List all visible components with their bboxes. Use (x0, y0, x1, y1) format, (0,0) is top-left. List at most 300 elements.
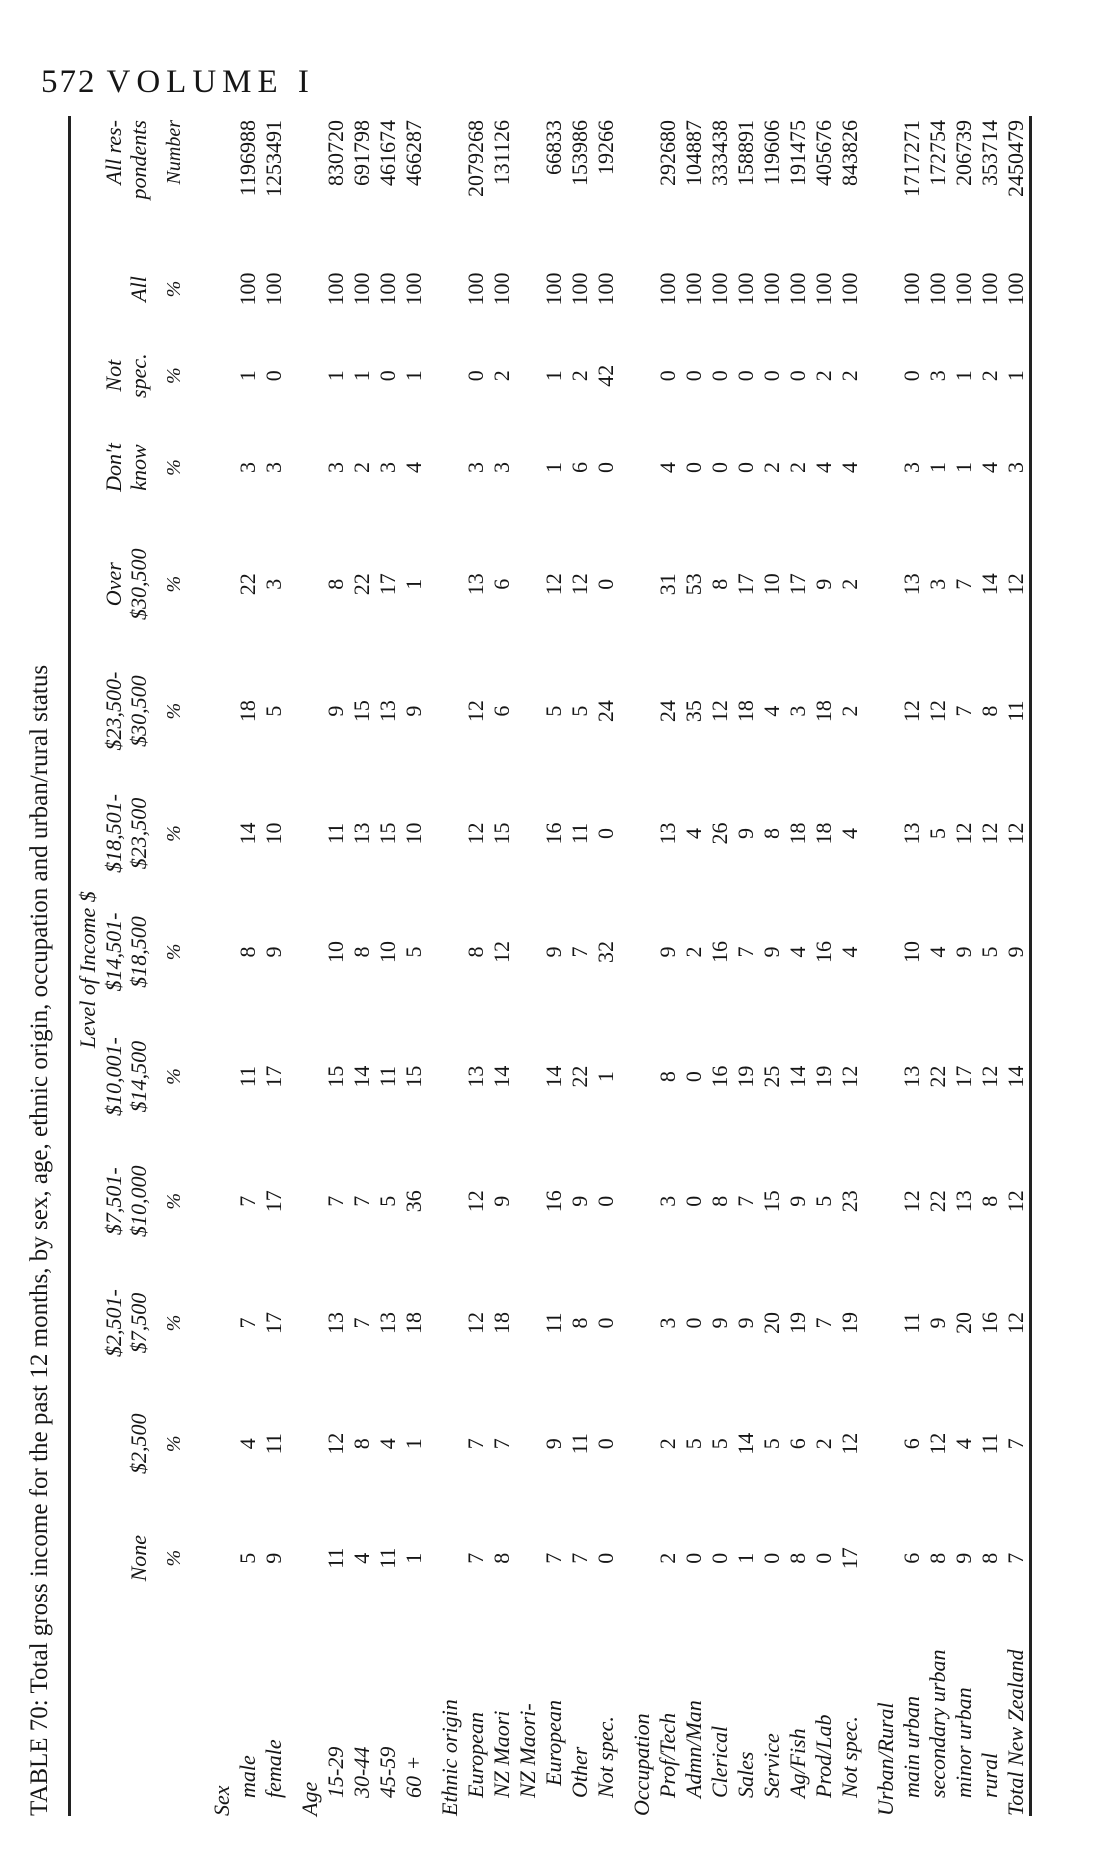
table-cell: 7 (733, 946, 758, 958)
table-cell: 22 (567, 1065, 592, 1088)
table-cell: 9 (785, 1195, 810, 1207)
table-cell: 10 (261, 822, 286, 845)
table-cell: 0 (463, 370, 488, 382)
table-cell: 13 (323, 1312, 348, 1335)
table-cell: 15 (375, 822, 400, 845)
table-cell: 66833 (541, 120, 566, 175)
table-cell: 11 (375, 1547, 400, 1569)
table-row (463, 116, 489, 1816)
table-cell: 2 (785, 461, 810, 473)
column-header-unit-10: % (163, 367, 185, 385)
table-cell: 11 (899, 1312, 924, 1334)
table-cell: 10 (899, 940, 924, 963)
table-cell: 3 (375, 461, 400, 473)
table-cell: 7 (323, 1195, 348, 1207)
table-cell: 100 (811, 272, 836, 306)
table-cell: 1 (401, 370, 426, 382)
row-label: Total New Zealand (1003, 1649, 1028, 1816)
table-cell: 53 (681, 573, 706, 596)
table-cell: 3 (899, 461, 924, 473)
table-cell: 9 (261, 1552, 286, 1564)
table-cell: 11 (567, 1433, 592, 1455)
row-label: European (541, 1700, 566, 1786)
table-cell: 8 (349, 946, 374, 958)
column-header-line1-5: $14,501- (101, 912, 126, 992)
row-label: rural (977, 1752, 1002, 1798)
table-row (811, 116, 837, 1816)
table-cell: 13 (655, 822, 680, 845)
table-row (323, 116, 349, 1816)
column-header-unit-5: % (163, 943, 185, 961)
table-cell: 158891 (733, 120, 758, 186)
table-cell: 100 (235, 272, 260, 306)
table-cell: 5 (567, 705, 592, 717)
table-cell: 0 (655, 370, 680, 382)
header-row-1 (101, 116, 126, 1816)
table-cell: 11 (977, 1433, 1002, 1455)
table-cell: 5 (375, 1195, 400, 1207)
table-row (655, 116, 681, 1816)
page-number: 572 (41, 64, 97, 100)
table-cell: 22 (925, 1190, 950, 1213)
table-cell: 9 (707, 1317, 732, 1329)
table-cell: 2 (977, 370, 1002, 382)
row-label: main urban (899, 1695, 924, 1798)
column-header-line1-1 (101, 1385, 126, 1502)
table-cell: 7 (463, 1438, 488, 1450)
table-cell: 3 (655, 1195, 680, 1207)
column-header-line2-5: $18,500 (126, 916, 151, 988)
table-cell: 4 (375, 1438, 400, 1450)
table-cell: 36 (401, 1190, 426, 1213)
table-cell: 12 (463, 1190, 488, 1213)
income-table (68, 116, 1032, 1816)
table-cell: 14 (1003, 1065, 1028, 1088)
table-cell: 17 (261, 1065, 286, 1088)
table-cell: 2 (759, 461, 784, 473)
table-cell: 12 (323, 1432, 348, 1455)
table-cell: 3 (489, 461, 514, 473)
table-cell: 4 (681, 828, 706, 840)
table-cell: 0 (593, 1317, 618, 1329)
table-row (951, 116, 977, 1816)
table-cell: 0 (681, 1195, 706, 1207)
row-label: Prof/Tech (655, 1712, 680, 1798)
table-cell: 8 (759, 828, 784, 840)
table-row (593, 116, 619, 1816)
table-cell: 13 (349, 822, 374, 845)
table-row (349, 116, 375, 1816)
table-cell: 3 (655, 1317, 680, 1329)
column-header-unit-0: % (163, 1549, 185, 1567)
column-header-line1-12: All res- (101, 120, 126, 185)
table-cell: 18 (811, 822, 836, 845)
table-cell: 8 (235, 946, 260, 958)
table-cell: 12 (977, 1065, 1002, 1088)
column-header-line2-4: $14,500 (126, 1040, 151, 1113)
table-cell: 35 (681, 700, 706, 723)
table-cell: 0 (811, 1552, 836, 1564)
table-cell: 11 (375, 1065, 400, 1088)
row-label: minor urban (951, 1687, 976, 1798)
table-cell: 6 (899, 1552, 924, 1564)
column-header-line1-3: $7,501- (101, 1167, 126, 1236)
table-cell: 0 (593, 461, 618, 473)
table-cell: 2 (837, 578, 862, 590)
column-header-line2-2: $7,500 (126, 1292, 151, 1354)
table-cell: 19 (811, 1065, 836, 1088)
table-row (733, 116, 759, 1816)
table-cell: 11 (323, 1547, 348, 1569)
table-cell: 8 (567, 1317, 592, 1329)
table-cell: 100 (261, 272, 286, 306)
table-cell: 4 (977, 461, 1002, 473)
table-cell: 22 (925, 1065, 950, 1088)
row-label: NZ Maori (489, 1710, 514, 1798)
table-cell: 100 (837, 272, 862, 306)
table-cell: 6 (785, 1438, 810, 1450)
table-cell: 1717271 (899, 120, 924, 197)
table-cell: 9 (925, 1317, 950, 1329)
row-label: secondary urban (925, 1649, 950, 1798)
table-cell: 14 (349, 1065, 374, 1088)
table-cell: 16 (541, 822, 566, 845)
table-cell: 2 (837, 705, 862, 717)
table-cell: 1 (541, 461, 566, 473)
table-cell: 9 (541, 946, 566, 958)
table-cell: 10 (375, 940, 400, 963)
column-header-line2-8: $30,500 (126, 548, 151, 620)
table-cell: 3 (261, 578, 286, 590)
table-cell: 9 (951, 946, 976, 958)
table-cell: 5 (261, 705, 286, 717)
rotated-table-block (26, 111, 1086, 1816)
table-cell: 15 (401, 1065, 426, 1088)
table-cell: 6 (899, 1438, 924, 1450)
column-header-line2-3: $10,000 (126, 1165, 151, 1237)
column-header-line2-7: $30,500 (126, 675, 151, 747)
row-label: 15-29 (323, 1746, 348, 1798)
table-cell: 18 (235, 700, 260, 723)
table-cell: 100 (655, 272, 680, 306)
row-label: Ethnic origin (437, 1699, 462, 1816)
table-cell: 2 (837, 370, 862, 382)
table-cell: 1 (401, 1552, 426, 1564)
table-cell: 12 (707, 700, 732, 723)
table-cell: 1 (349, 370, 374, 382)
table-cell: 4 (837, 461, 862, 473)
table-cell: 8 (707, 1195, 732, 1207)
table-cell: 353714 (977, 120, 1002, 186)
table-cell: 9 (541, 1438, 566, 1450)
table-body (209, 116, 1031, 1816)
table-cell: 4 (401, 461, 426, 473)
table-cell: 2 (655, 1552, 680, 1564)
table-cell: 7 (811, 1317, 836, 1329)
row-label: female (261, 1739, 286, 1798)
table-cell: 100 (1003, 272, 1028, 306)
table-cell: 8 (349, 1438, 374, 1450)
table-cell: 461674 (375, 120, 400, 186)
table-cell: 11 (323, 822, 348, 845)
table-cell: 1 (951, 461, 976, 473)
column-header-line1-0 (101, 1502, 126, 1614)
row-label: Clerical (707, 1725, 732, 1798)
table-cell: 0 (759, 1552, 784, 1564)
table-cell: 23 (837, 1190, 862, 1213)
column-header-line1-10: Not (101, 359, 126, 392)
table-cell: 405676 (811, 120, 836, 186)
row-label: male (235, 1755, 260, 1798)
table-cell: 8 (925, 1552, 950, 1564)
table-cell: 5 (707, 1438, 732, 1450)
column-header-line2-6: $23,500 (126, 797, 151, 870)
table-cell: 11 (541, 1312, 566, 1334)
table-cell: 100 (759, 272, 784, 306)
table-cell: 13 (899, 573, 924, 596)
table-cell: 18 (733, 700, 758, 723)
row-label: Not spec. (593, 1716, 618, 1798)
table-cell: 18 (811, 700, 836, 723)
table-cell: 1 (401, 1438, 426, 1450)
table-cell: 100 (541, 272, 566, 306)
table-cell: 9 (401, 705, 426, 717)
table-cell: 17 (261, 1190, 286, 1213)
table-cell: 3 (1003, 461, 1028, 473)
table-cell: 18 (401, 1312, 426, 1335)
table-cell: 100 (707, 272, 732, 306)
table-cell: 13 (899, 822, 924, 845)
row-label: Other (567, 1746, 592, 1798)
table-cell: 9 (733, 1317, 758, 1329)
table-cell: 0 (593, 828, 618, 840)
table-cell: 0 (593, 578, 618, 590)
table-cell: 7 (235, 1195, 260, 1207)
table-cell: 4 (759, 705, 784, 717)
table-cell: 9 (323, 705, 348, 717)
column-header-line2-0: None (126, 1534, 151, 1582)
column-header-line2-1: $2,500 (126, 1413, 151, 1474)
table-cell: 1 (1003, 370, 1028, 382)
table-cell: 0 (899, 370, 924, 382)
table-cell: 4 (235, 1438, 260, 1450)
table-cell: 8 (977, 705, 1002, 717)
table-cell: 12 (567, 573, 592, 596)
table-cell: 4 (785, 946, 810, 958)
group-header-row (427, 116, 463, 1816)
table-cell: 100 (977, 272, 1002, 306)
table-row (489, 116, 515, 1816)
table-cell: 20 (759, 1312, 784, 1335)
column-header-line2-12: pondents (126, 120, 151, 200)
table-cell: 1253491 (261, 120, 286, 197)
total-row (1003, 116, 1031, 1816)
table-cell: 14 (235, 822, 260, 845)
table-cell: 0 (681, 1552, 706, 1564)
column-header-unit-11: % (163, 280, 185, 298)
table-cell: 13 (375, 1312, 400, 1335)
table-cell: 9 (811, 578, 836, 590)
table-cell: 18 (785, 822, 810, 845)
table-cell: 18 (489, 1312, 514, 1335)
row-label: Urban/Rural (873, 1702, 898, 1816)
row-label: 30-44 (349, 1746, 374, 1798)
table-cell: 8 (655, 1071, 680, 1083)
table-cell: 13 (463, 573, 488, 596)
table-cell: 16 (977, 1312, 1002, 1335)
table-row (261, 116, 287, 1816)
page-header (41, 64, 315, 101)
table-cell: 1 (323, 370, 348, 382)
table-cell: 100 (463, 272, 488, 306)
table-cell: 26 (707, 822, 732, 845)
table-title: TABLE 70: Total gross income for the past 12 months, by sex, age, ethnic origin, occupation and urban/rural status (26, 664, 53, 1816)
table-cell: 104887 (681, 120, 706, 186)
table-cell: 24 (655, 700, 680, 723)
table-cell: 7 (567, 1552, 592, 1564)
table-cell: 13 (463, 1065, 488, 1088)
table-cell: 3 (925, 578, 950, 590)
level-of-income-label: Level of Income $ (75, 891, 100, 1049)
table-cell: 100 (375, 272, 400, 306)
table-cell: 1 (593, 1071, 618, 1083)
table-cell: 11 (235, 1065, 260, 1088)
column-header-line1-6: $18,501- (101, 794, 126, 873)
table-cell: 17 (733, 573, 758, 596)
column-header-line1-2: $2,501- (101, 1289, 126, 1357)
table-cell: 3 (925, 370, 950, 382)
table-cell: 15 (489, 822, 514, 845)
group-header-row (863, 116, 899, 1816)
row-label: Ag/Fish (785, 1728, 810, 1798)
column-header-line1-11 (101, 241, 126, 337)
table-cell: 2 (349, 461, 374, 473)
table-cell: 5 (925, 828, 950, 840)
table-cell: 19266 (593, 120, 618, 175)
table-cell: 5 (977, 946, 1002, 958)
table-cell: 17 (785, 573, 810, 596)
table-cell: 12 (1003, 822, 1028, 845)
table-cell: 14 (541, 1065, 566, 1088)
table-cell: 8 (977, 1195, 1002, 1207)
table-cell: 19 (733, 1065, 758, 1088)
table-cell: 5 (235, 1552, 260, 1564)
table-cell: 333438 (707, 120, 732, 186)
table-cell: 15 (759, 1190, 784, 1213)
table-cell: 7 (567, 946, 592, 958)
table-cell: 5 (759, 1438, 784, 1450)
table-row (515, 116, 541, 1816)
row-label: 45-59 (375, 1746, 400, 1798)
table-cell: 119606 (759, 120, 784, 186)
table-cell: 7 (951, 705, 976, 717)
table-cell: 4 (349, 1552, 374, 1564)
table-cell: 8 (463, 946, 488, 958)
table-row (899, 116, 925, 1816)
table-cell: 14 (489, 1065, 514, 1088)
table-cell: 3 (463, 461, 488, 473)
row-label: Service (759, 1733, 784, 1798)
table-cell: 3 (235, 461, 260, 473)
table-cell: 9 (951, 1552, 976, 1564)
table-row (235, 116, 261, 1816)
table-cell: 3 (323, 461, 348, 473)
table-cell: 9 (733, 828, 758, 840)
table-row (925, 116, 951, 1816)
table-row (977, 116, 1003, 1816)
table-cell: 12 (925, 700, 950, 723)
table-cell: 206739 (951, 120, 976, 186)
table-cell: 0 (759, 370, 784, 382)
table-cell: 9 (489, 1195, 514, 1207)
table-cell: 9 (759, 946, 784, 958)
row-label: Prod/Lab (811, 1714, 836, 1798)
table-row (375, 116, 401, 1816)
table-cell: 7 (349, 1195, 374, 1207)
column-header-line1-7: $23,500- (101, 671, 126, 751)
table-cell: 13 (951, 1190, 976, 1213)
table-cell: 2 (489, 370, 514, 382)
column-header-unit-4: % (163, 1068, 185, 1085)
table-cell: 12 (1003, 573, 1028, 596)
group-header-row (287, 116, 323, 1816)
table-cell: 12 (1003, 1312, 1028, 1335)
table-cell: 17 (837, 1547, 862, 1570)
table-cell: 0 (593, 1195, 618, 1207)
table-cell: 8 (707, 578, 732, 590)
table-cell: 32 (593, 940, 618, 963)
table-cell: 0 (375, 370, 400, 382)
table-cell: 19 (837, 1312, 862, 1335)
table-cell: 2 (655, 1438, 680, 1450)
header-row-2 (126, 116, 151, 1816)
table-cell: 100 (899, 272, 924, 306)
table-cell: 0 (707, 370, 732, 382)
table-cell: 4 (951, 1438, 976, 1450)
table-cell: 2 (567, 370, 592, 382)
column-header-line2-11: All (126, 276, 151, 302)
table-cell: 16 (707, 940, 732, 963)
table-cell: 19 (785, 1312, 810, 1335)
table-cell: 12 (837, 1432, 862, 1455)
table-cell: 1 (541, 370, 566, 382)
table-cell: 9 (1003, 946, 1028, 958)
table-cell: 12 (463, 822, 488, 845)
table-row (785, 116, 811, 1816)
table-cell: 12 (463, 1312, 488, 1335)
table-cell: 0 (707, 461, 732, 473)
table-cell: 8 (323, 578, 348, 590)
table-cell: 12 (899, 1190, 924, 1213)
row-label: Sex (209, 1785, 234, 1816)
column-header-unit-3: % (163, 1192, 185, 1210)
table-cell: 13 (899, 1065, 924, 1088)
table-cell: 1 (235, 370, 260, 382)
column-header-line1-8: Over (101, 562, 126, 607)
table-cell: 0 (681, 461, 706, 473)
table-cell: 100 (489, 272, 514, 306)
table-cell: 0 (681, 1071, 706, 1083)
table-cell: 1196988 (235, 120, 260, 197)
table-cell: 7 (1003, 1438, 1028, 1450)
table-cell: 24 (593, 700, 618, 723)
table-cell: 0 (733, 370, 758, 382)
group-header-row (209, 116, 235, 1816)
table-cell: 20 (951, 1312, 976, 1335)
column-header-line1-4: $10,001- (101, 1037, 126, 1116)
header-unit-row (151, 116, 209, 1816)
table-cell: 0 (681, 370, 706, 382)
